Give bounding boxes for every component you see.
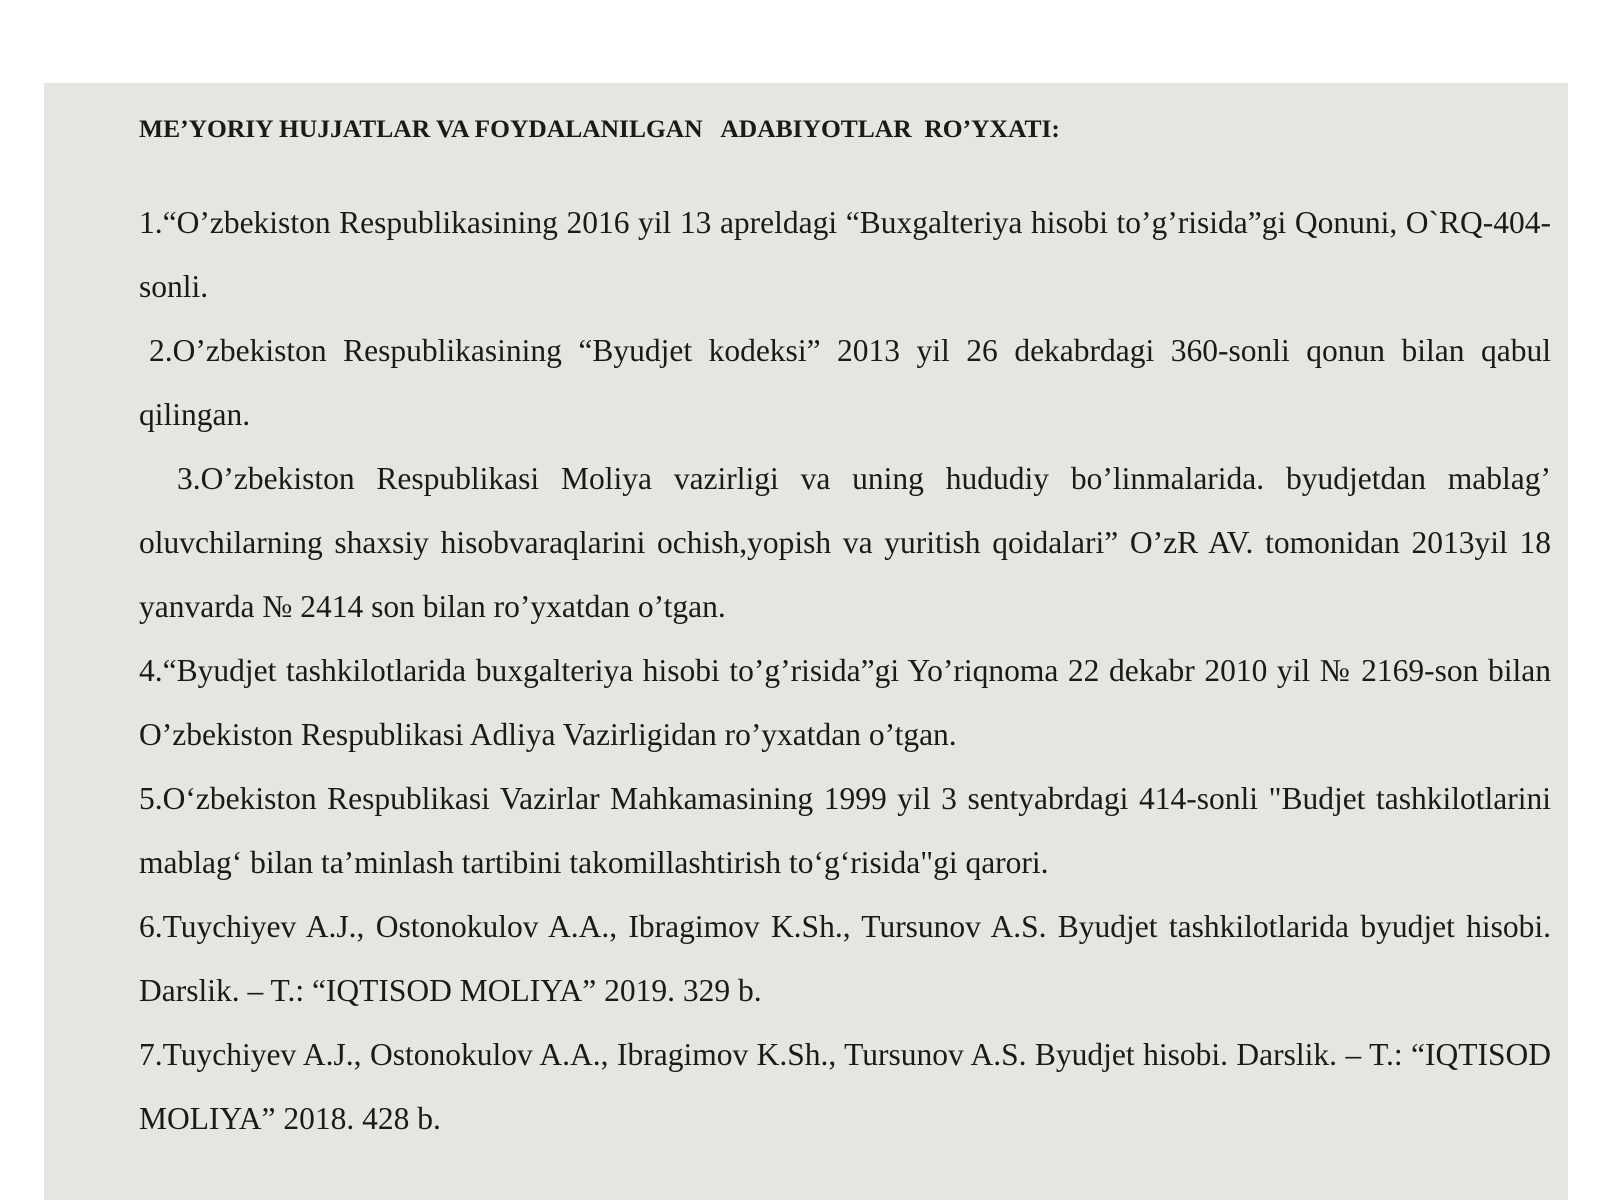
slide-content [139, 111, 1551, 1151]
reference-item-7: 7.Tuychiyev A.J., Ostonokulov A.A., Ibragimov K.Sh., Tursunov A.S. Byudjet hisobi. Darslik. – T.: “IQTISOD MOLIYA” 2018. 428 b. [139, 1037, 1551, 1136]
reference-item-5: 5.O‘zbekiston Respublikasi Vazirlar Mahkamasining 1999 yil 3 sentyabrdagi 414-sonli "Budjet tashkilotlarini mablag‘ bilan ta’minlash tartibini takomillashtirish to‘g‘risida"gi qarori. [139, 781, 1551, 880]
slide-title: ME’YORIY HUJJATLAR VA FOYDALANILGAN ADABIYOTLAR RO’YXATI: [139, 114, 1060, 143]
slide [44, 83, 1568, 1200]
reference-item-2: 2.O’zbekiston Respublikasining “Byudjet kodeksi” 2013 yil 26 dekabrdagi 360-sonli qonun bilan qabul qilingan. [139, 333, 1551, 432]
reference-item-1: 1.“O’zbekiston Respublikasining 2016 yil 13 apreldagi “Buxgalteriya hisobi to’g’risida”gi Qonuni, O`RQ-404-sonli. [139, 205, 1551, 304]
reference-item-3: 3.O’zbekiston Respublikasi Moliya vazirligi va uning hududiy bo’linmalarida. byudjetdan mablag’ oluvchilarning shaxsiy hisobvaraqlarini ochish,yopish va yuritish qoidalari” O’zR AV. tomonidan 2013yil 18 yanvarda № 2414 son bilan ro’yxatdan o’tgan. [139, 461, 1551, 624]
reference-list [139, 191, 1551, 1151]
reference-item-6: 6.Tuychiyev A.J., Ostonokulov A.A., Ibragimov K.Sh., Tursunov A.S. Byudjet tashkilotlarida byudjet hisobi. Darslik. – T.: “IQTISOD MOLIYA” 2019. 329 b. [139, 909, 1551, 1008]
reference-item-4: 4.“Byudjet tashkilotlarida buxgalteriya hisobi to’g’risida”gi Yo’riqnoma 22 dekabr 2010 yil № 2169-son bilan O’zbekiston Respublikasi Adliya Vazirligidan ro’yxatdan o’tgan. [139, 653, 1551, 752]
